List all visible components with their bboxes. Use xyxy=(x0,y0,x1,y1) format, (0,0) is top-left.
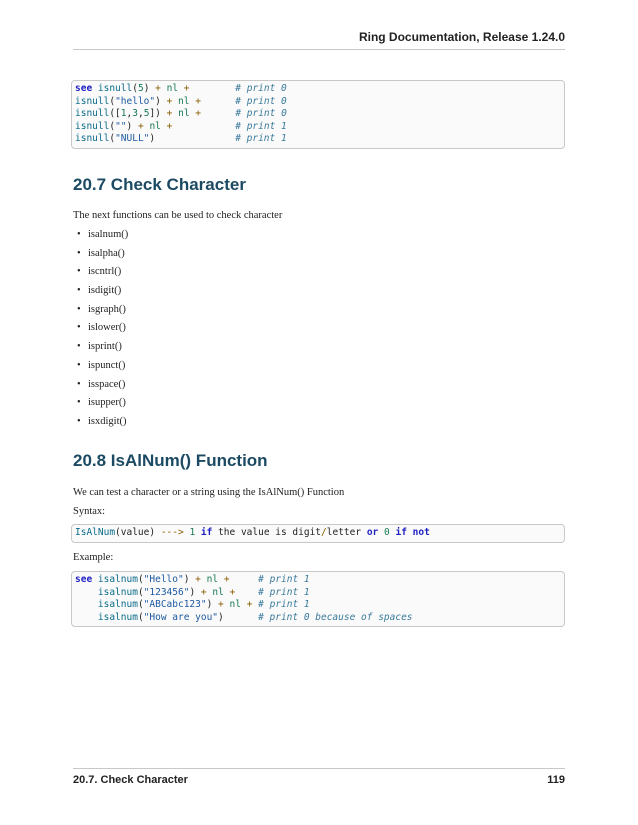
code-token: "" xyxy=(115,120,127,132)
code-token: isnull xyxy=(97,83,133,94)
code-token: ( xyxy=(109,133,116,144)
code-token: + xyxy=(195,108,202,119)
code-token: + xyxy=(229,586,236,598)
code-token: isalnum xyxy=(97,574,138,585)
section-heading-check-character: 20.7 Check Character xyxy=(73,175,246,194)
code-token: ---> xyxy=(160,527,184,538)
code-line xyxy=(75,612,564,625)
code-token: 5 xyxy=(137,83,144,94)
code-token: # print 0 xyxy=(200,95,287,107)
code-line xyxy=(75,587,564,600)
code-token: nl xyxy=(206,574,219,585)
example-label: Example: xyxy=(73,552,114,563)
code-token: ( xyxy=(109,95,116,107)
code-line xyxy=(75,599,564,612)
code-token: (value) xyxy=(115,527,161,538)
function-list-item: • iscntrl() xyxy=(73,266,128,285)
code-token: # print 0 xyxy=(201,108,287,119)
code-token: , xyxy=(137,108,144,119)
function-list-item: • isgraph() xyxy=(73,304,128,323)
header-title: Ring Documentation, Release 1.24.0 xyxy=(358,30,565,44)
code-token: ) xyxy=(149,133,156,144)
code-token: + xyxy=(246,599,253,610)
code-token: + xyxy=(166,120,173,132)
code-token: + xyxy=(183,83,190,94)
code-token: nl xyxy=(149,120,161,132)
code-token xyxy=(75,587,98,600)
code-token: "How are you" xyxy=(143,611,219,623)
code-token: # print 1 xyxy=(172,120,287,132)
code-token: isnull xyxy=(75,108,110,119)
code-token: ) xyxy=(183,574,196,585)
code-block-syntax xyxy=(71,524,565,543)
code-token: ) xyxy=(189,586,201,598)
code-token: see xyxy=(75,83,98,94)
code-token: 1 xyxy=(120,108,127,119)
page-footer xyxy=(73,768,565,786)
code-token xyxy=(75,599,98,612)
code-token: ) xyxy=(143,83,156,94)
function-list-item: • isalpha() xyxy=(73,248,128,267)
code-token: 0 xyxy=(384,527,390,538)
page-header xyxy=(73,30,565,50)
code-token: ([ xyxy=(109,108,121,119)
code-token: ( xyxy=(132,83,138,94)
code-token: letter xyxy=(326,527,367,538)
code-token: "hello" xyxy=(115,95,156,107)
code-token: ]) xyxy=(149,108,167,119)
footer-section: 20.7. Check Character xyxy=(73,774,188,786)
function-list-item: • isxdigit() xyxy=(73,416,128,435)
code-token: + xyxy=(218,599,224,610)
code-token: if xyxy=(395,527,407,538)
code-token: ( xyxy=(137,611,144,623)
code-block-isnull xyxy=(71,80,565,149)
code-token: # print 1 xyxy=(155,133,287,144)
code-token: isalnum xyxy=(97,611,138,623)
code-token: isnull xyxy=(75,95,110,107)
code-token: ) xyxy=(218,611,224,623)
code-token: + xyxy=(200,586,207,598)
code-line xyxy=(75,83,564,96)
code-token: see xyxy=(75,574,98,585)
code-token: IsAlNum xyxy=(75,527,116,538)
code-token: isalnum xyxy=(97,599,138,610)
isalnum-intro: We can test a character or a string using the IsAlNum() Function xyxy=(73,487,345,498)
section-heading-isalnum: 20.8 IsAlNum() Function xyxy=(73,451,268,470)
code-token: + xyxy=(155,83,161,94)
function-list xyxy=(73,229,128,435)
code-token: + xyxy=(137,120,144,132)
syntax-label: Syntax: xyxy=(73,506,106,517)
code-token: + xyxy=(195,95,201,107)
code-token: isnull xyxy=(75,120,110,132)
code-line xyxy=(75,96,564,109)
code-token: nl xyxy=(166,83,179,94)
code-token: # print 1 xyxy=(235,586,310,598)
code-token: 5 xyxy=(143,108,150,119)
code-token: nl xyxy=(212,586,224,598)
function-list-item: • ispunct() xyxy=(73,360,128,379)
code-token: nl xyxy=(178,95,190,107)
code-token: isnull xyxy=(75,133,110,144)
function-list-item: • isspace() xyxy=(73,379,128,398)
section-intro: The next functions can be used to check character xyxy=(73,210,283,221)
function-list-item: • isalnum() xyxy=(73,229,128,248)
code-token: nl xyxy=(229,599,241,610)
code-block-example xyxy=(71,571,565,627)
code-line xyxy=(75,574,564,587)
code-token: # print 1 xyxy=(229,574,310,585)
code-token: + xyxy=(195,574,201,585)
code-token: / xyxy=(321,527,327,538)
function-list-item: • isprint() xyxy=(73,341,128,360)
code-token: not xyxy=(412,527,430,538)
code-token: or xyxy=(366,527,379,538)
code-token: # print 0 xyxy=(189,83,287,94)
code-token: if xyxy=(200,527,213,538)
code-token: + xyxy=(166,95,173,107)
code-token: ) xyxy=(155,95,167,107)
code-token: ( xyxy=(137,586,144,598)
function-list-item: • isdigit() xyxy=(73,285,128,304)
code-token: , xyxy=(126,108,133,119)
code-line xyxy=(75,108,564,121)
code-token: nl xyxy=(178,108,190,119)
code-token: 3 xyxy=(132,108,138,119)
code-token: # print 0 because of spaces xyxy=(223,611,413,623)
code-token: "123456" xyxy=(143,586,190,598)
code-token: ( xyxy=(137,599,144,610)
code-token: 1 xyxy=(189,527,196,538)
code-token: ( xyxy=(137,574,144,585)
code-token: + xyxy=(223,574,230,585)
code-token: isalnum xyxy=(97,586,138,598)
function-list-item: • islower() xyxy=(73,322,128,341)
page-number: 119 xyxy=(547,774,565,786)
code-line xyxy=(75,133,564,146)
code-token: "ABCabc123" xyxy=(143,599,207,610)
code-token: # print 1 xyxy=(252,599,310,610)
code-token: the value is digit xyxy=(212,527,322,538)
code-line xyxy=(75,121,564,134)
code-token: + xyxy=(166,108,173,119)
code-token: "NULL" xyxy=(115,133,150,144)
function-list-item: • isupper() xyxy=(73,397,128,416)
code-line xyxy=(75,527,564,540)
code-token xyxy=(75,612,98,625)
code-token: ) xyxy=(206,599,219,610)
code-token: ( xyxy=(109,120,116,132)
code-token: "Hello" xyxy=(143,574,184,585)
code-token: ) xyxy=(126,120,138,132)
